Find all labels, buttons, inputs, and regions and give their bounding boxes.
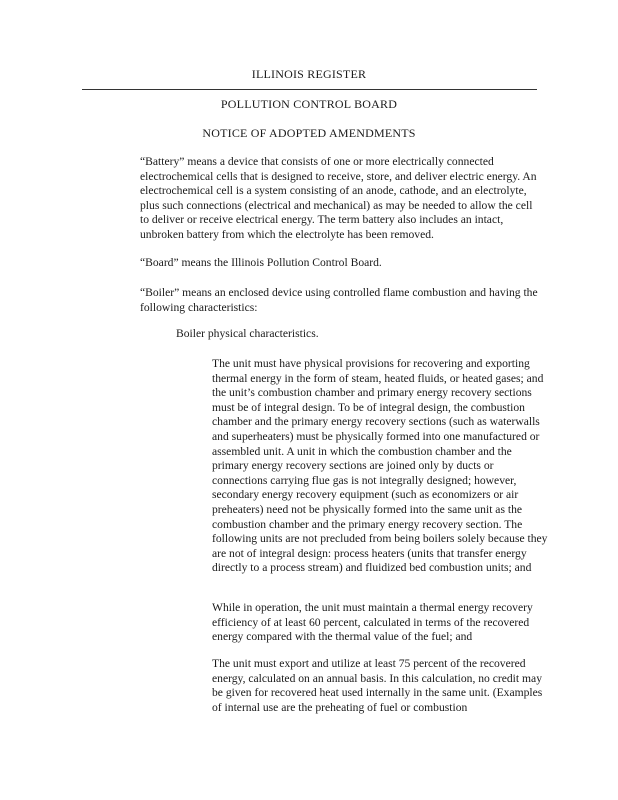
board-definition: “Board” means the Illinois Pollution Control Board. (140, 256, 382, 269)
board-title: POLLUTION CONTROL BOARD (220, 97, 398, 111)
notice-title: NOTICE OF ADOPTED AMENDMENTS (202, 126, 416, 140)
criterion-efficiency: While in operation, the unit must maintain a thermal energy recovery efficiency of at least 60 percent, calculated in terms of the recovered energy compared with the thermal value of the fuel; and (212, 601, 533, 644)
header-rule (82, 89, 537, 90)
boiler-definition: “Boiler” means an enclosed device using controlled flame combustion and having the following characteristics: (140, 286, 538, 314)
battery-definition: “Battery” means a device that consists of one or more electrically connected electrochemical cells that is designed to receive, store, and deliver electric energy. An electrochemical cell is a system consisting of an anode, cathode, and an electrolyte, plus such connections (electrical and mechanical) as may be needed to allow the cell to deliver or receive electrical energy. The term battery also includes an intact, unbroken battery from which the electrolyte has been removed. (140, 155, 537, 241)
register-title: ILLINOIS REGISTER (251, 67, 367, 81)
criterion-export: The unit must export and utilize at least 75 percent of the recovered energy, calculated on an annual basis. In this calculation, no credit may be given for recovered heat used internally in the same unit. (Examples of internal use are the preheating of fuel or combustion (212, 657, 543, 714)
boiler-physical-heading: Boiler physical characteristics. (176, 327, 319, 340)
criterion-integral-design: The unit must have physical provisions for recovering and exporting thermal energy in the form of steam, heated fluids, or heated gases; and the unit’s combustion chamber and primary energy recovery sections must be of integral design. To be of integral design, the combustion chamber and the primary energy recovery sections (such as waterwalls and superheaters) must be physically formed into one manufactured or assembled unit. A unit in which the combustion chamber and the primary energy recovery sections are joined only by ducts or connections carrying flue gas is not integrally designed; however, secondary energy recovery equipment (such as economizers or air preheaters) need not be physically formed into the same unit as the combustion chamber and the primary energy recovery section. The following units are not precluded from being boilers solely because they are not of integral design: process heaters (units that transfer energy directly to a process stream) and fluidized bed combustion units; and (212, 357, 548, 575)
